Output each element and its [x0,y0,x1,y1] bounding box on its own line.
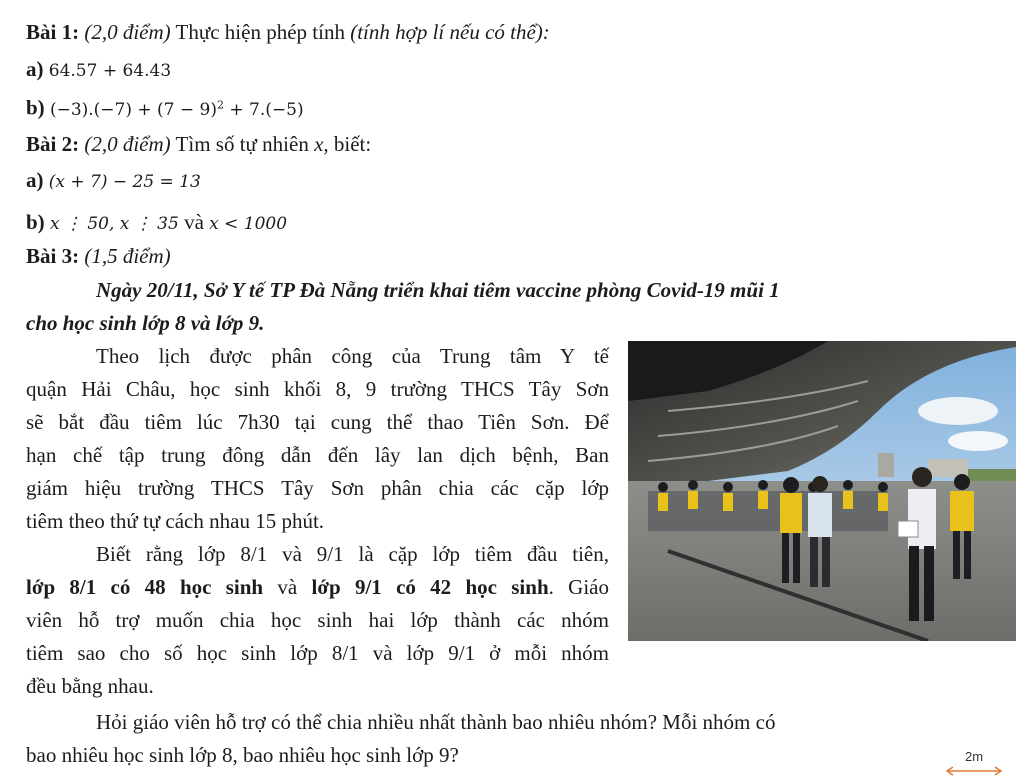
q2-points: (2,0 điểm) [84,132,171,156]
q1-note: (tính hợp lí nếu có thể): [350,20,550,44]
q3-p2-line: Biết rằng lớp 8/1 và 9/1 là cặp lớp tiêm đầu tiên, [96,542,609,566]
q2-a-expr: (x + 7) − 25 = 13 [48,172,201,192]
q3-points: (1,5 điểm) [84,244,171,268]
q3-subheading-2: cho học sinh lớp 8 và lớp 9. [26,311,265,335]
q1-points: (2,0 điểm) [84,20,171,44]
q2-title-pre: Tìm số tự nhiên [175,132,309,156]
q1-a-expr: 64.57 + 64.43 [48,61,172,81]
q2-b-label: b) [26,210,45,234]
q2-a-label: a) [26,168,44,192]
q3-p1-line: quận Hải Châu, học sinh khối 8, 9 trường THCS Tây Sơn [26,377,609,401]
q3-p1-line: Theo lịch được phân công của Trung tâm Y tế [96,344,609,368]
q2-title-post: , biết: [323,132,372,156]
q1-heading [26,18,550,46]
q1-b-expr-part1: (−3).(−7) + (7 − 9) [49,99,217,120]
q2-b-and: và [184,210,204,234]
q2-heading [26,130,371,158]
q1-b-label: b) [26,95,45,120]
q3-p2-line: viên hỗ trợ muốn chia học sinh hai lớp thành các nhóm [26,608,609,632]
q1-part-a [26,55,171,85]
vaccination-photo [628,341,1016,641]
q2-part-b [26,208,287,238]
q3-p2-connector: và [263,575,312,599]
q3-question-line: bao nhiêu học sinh lớp 8, bao nhiêu học sinh lớp 9? [26,743,459,767]
scale-indicator [944,748,1004,776]
q1-b-exponent: 2 [217,98,224,111]
q1-a-label: a) [26,57,44,81]
q2-label: Bài 2: [26,132,80,156]
q3-label: Bài 3: [26,244,80,268]
q3-p2-line-bold [26,573,609,601]
q3-p2-line: tiêm sao cho số học sinh lớp 8/1 và lớp 9/1 ở mỗi nhóm [26,641,609,665]
scale-label: 2m [964,749,984,764]
q3-question-line: Hỏi giáo viên hỗ trợ có thể chia nhiều nhất thành bao nhiêu nhóm? Mỗi nhóm có [96,710,776,734]
q1-part-b [26,91,304,124]
q1-label: Bài 1: [26,20,80,44]
q3-p1-line: giám hiệu trường THCS Tây Sơn phân chia các cặp lớp [26,476,609,500]
q3-p2-line: đều bằng nhau. [26,674,154,698]
q3-heading [26,242,171,270]
q3-subheading-1: Ngày 20/11, Sở Y tế TP Đà Nẵng triển khai tiêm vaccine phòng Covid-19 mũi 1 [96,278,780,302]
q1-title: Thực hiện phép tính [175,20,345,44]
q2-b-expr-2: x < 1000 [209,214,288,234]
q1-b-expr-part2: + 7.(−5) [224,99,304,120]
q3-p1-line: tiêm theo thứ tự cách nhau 15 phút. [26,509,325,533]
q2-var-x: x [314,132,324,156]
class-9-1-count: lớp 9/1 có 42 học sinh [311,575,549,599]
scale-arrow-icon [944,766,1004,776]
vaccination-photo-illustration [628,341,1016,641]
q1-b-expr [50,100,304,120]
class-8-1-count: lớp 8/1 có 48 học sinh [26,575,264,599]
q3-p2-tail: . Giáo [548,575,609,599]
q3-p1-line: sẽ bắt đầu tiêm lúc 7h30 tại cung thể thao Tiên Sơn. Để [26,410,609,434]
q3-p1-line: hạn chế tập trung đông dẫn đến lây lan dịch bệnh, Ban [26,443,609,467]
q2-b-expr-1: x ⋮ 50, x ⋮ 35 [49,214,179,234]
q2-part-a [26,166,201,196]
